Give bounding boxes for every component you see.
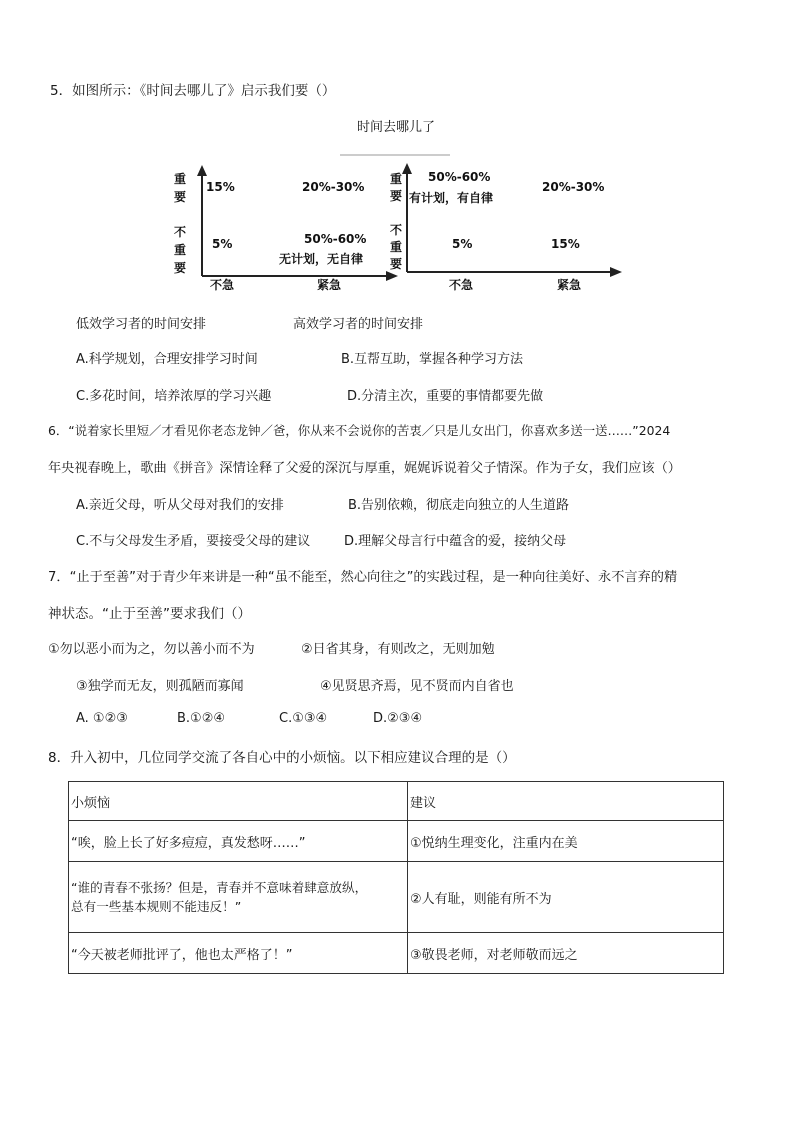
q7-option-d[interactable]: D.②③④ (373, 711, 423, 726)
q7-item-4: ④见贤思齐焉，见不贤而内自省也 (320, 679, 514, 694)
svg-text:要: 要 (390, 189, 403, 203)
svg-text:要: 要 (174, 261, 187, 275)
right-tr-value: 20%-30% (542, 180, 605, 194)
left-tl-value: 15% (206, 180, 235, 194)
q7-item-1: ①勿以恶小而为之，勿以善小而不为 (48, 642, 255, 657)
right-tl-note: 有计划，有自律 (409, 191, 494, 205)
q7-option-b[interactable]: B.①②④ (177, 711, 226, 726)
right-x-urgent: 紧急 (557, 278, 582, 292)
q5-option-c[interactable]: C.多花时间，培养浓厚的学习兴趣 (76, 389, 272, 404)
q7-item-2: ②日省其身，有则改之，无则加勉 (301, 642, 495, 657)
q6-option-a[interactable]: A.亲近父母，听从父母对我们的安排 (76, 498, 284, 513)
table-row (69, 862, 724, 933)
worry-cell-line1: “谁的青春不张扬？但是，青春并不意味着肆意放纵， (71, 880, 368, 895)
right-y-unimportant: 不 (390, 223, 403, 237)
q7-option-c[interactable]: C.①③④ (279, 711, 328, 726)
q6-stem-line2: 年央视春晚上，歌曲《拼音》深情诠释了父爱的深沉与厚重，娓娓诉说着父子情深。作为子女，我们应该（） (48, 461, 681, 476)
svg-text:要: 要 (174, 190, 187, 204)
q6-option-b[interactable]: B.告别依赖，彻底走向独立的人生道路 (348, 498, 570, 513)
left-chart-caption: 低效学习者的时间安排 (76, 317, 207, 332)
q6-option-c[interactable]: C.不与父母发生矛盾，要接受父母的建议 (76, 534, 311, 549)
q7-stem-line1: 7．“止于至善”对于青少年来讲是一种“虽不能至，然心向往之”的实践过程，是一种向往美好、永不言弃的精 (48, 570, 678, 585)
left-br-note: 无计划，无自律 (279, 252, 364, 266)
table-header-row (69, 782, 724, 821)
svg-text:要: 要 (390, 257, 403, 271)
header-advice: 建议 (408, 782, 724, 821)
advice-cell: ③敬畏老师，对老师敬而远之 (408, 933, 724, 974)
left-bl-value: 5% (212, 237, 233, 251)
left-x-urgent: 紧急 (317, 278, 342, 292)
right-y-important: 重 (390, 172, 403, 186)
q6-option-d[interactable]: D.理解父母言行中蕴含的爱，接纳父母 (344, 534, 567, 549)
worry-cell: “今天被老师批评了，他也太严格了！” (69, 933, 408, 974)
left-y-unimportant: 不 (174, 225, 187, 239)
right-bl-value: 5% (452, 237, 473, 251)
header-worry: 小烦恼 (69, 782, 408, 821)
left-y-important: 重 (174, 172, 187, 186)
right-chart-caption: 高效学习者的时间安排 (293, 317, 424, 332)
worry-cell-line2: 总有一些基本规则不能违反！” (71, 899, 242, 914)
worry-cell (69, 862, 408, 933)
q7-item-3: ③独学而无友，则孤陋而寡闻 (76, 679, 244, 694)
table-row (69, 821, 724, 862)
q7-stem-line2: 神状态。“止于至善”要求我们（） (48, 606, 251, 622)
q6-stem-line1: 6．“说着家长里短／才看见你老态龙钟／爸，你从来不会说你的苦衷／只是儿女出门，你喜欢多送一送……”2024 (48, 423, 671, 438)
q8-stem: 8．升入初中，几位同学交流了各自心中的小烦恼。以下相应建议合理的是（） (48, 750, 516, 766)
advice-cell: ①悦纳生理变化，注重内在美 (408, 821, 724, 862)
worry-cell: “唉，脸上长了好多痘痘，真发愁呀……” (69, 821, 408, 862)
q5-stem: 5．如图所示：《时间去哪儿了》启示我们要（） (50, 83, 336, 99)
advice-cell: ②人有耻，则能有所不为 (408, 862, 724, 933)
q5-option-d[interactable]: D.分清主次，重要的事情都要先做 (347, 389, 544, 404)
table-row (69, 933, 724, 974)
q5-option-a[interactable]: A.科学规划，合理安排学习时间 (76, 352, 258, 367)
right-tl-value: 50%-60% (428, 170, 491, 184)
q7-option-a[interactable]: A. ①②③ (76, 711, 128, 726)
svg-text:重: 重 (174, 243, 187, 257)
left-tr-value: 20%-30% (302, 180, 365, 194)
q5-option-b[interactable]: B.互帮互助，掌握各种学习方法 (341, 352, 524, 367)
right-br-value: 15% (551, 237, 580, 251)
figure-title: 时间去哪儿了 (356, 120, 436, 135)
left-x-not-urgent: 不急 (210, 278, 235, 292)
q5-figure (0, 0, 793, 320)
right-x-not-urgent: 不急 (449, 278, 474, 292)
svg-text:重: 重 (390, 240, 403, 254)
left-br-value: 50%-60% (304, 232, 367, 246)
q8-table (68, 781, 724, 974)
